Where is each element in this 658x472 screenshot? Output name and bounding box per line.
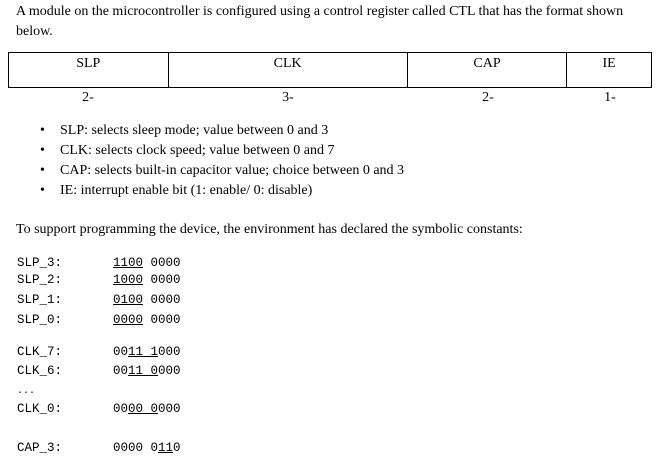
constant-value: 1100 0000 (113, 256, 181, 270)
constant-name: CAP_3: (17, 441, 63, 455)
list-item: • CLK: selects clock speed; value between 0 and 7 (30, 141, 404, 161)
bits-slp: 2- (82, 90, 94, 105)
constant-name: CLK_7: (17, 345, 63, 359)
constant-name: SLP_0: (17, 313, 63, 327)
bits-ie: 1- (604, 90, 616, 105)
list-item: • CAP: selects built-in capacitor value; choice between 0 and 3 (30, 161, 404, 181)
constant-name: CLK_6: (17, 364, 63, 378)
list-item: • SLP: selects sleep mode; value between 0 and 3 (30, 121, 404, 141)
constant-value: 0011 0000 (113, 364, 181, 378)
field-cap: CAP (408, 53, 568, 87)
constant-name: CLK_0: (17, 402, 63, 416)
support-paragraph: To support programming the device, the environment has declared the symbolic constants: (16, 222, 523, 237)
constant-value: 0000 0000 (113, 313, 181, 327)
bit-widths (8, 90, 652, 106)
intro-paragraph: A module on the microcontroller is configured using a control register called CTL that has the format shown below. (16, 4, 624, 39)
constant-value: 1000 0000 (113, 273, 181, 287)
constant-value: 0000 0000 (113, 402, 181, 416)
bullet-icon: • (40, 123, 45, 138)
constant-value: 0011 1000 (113, 345, 181, 359)
constant-name: SLP_1: (17, 293, 63, 307)
field-ie: IE (602, 56, 616, 71)
bullet-icon: • (40, 163, 45, 178)
field-slp: SLP (9, 53, 169, 87)
bullet-icon: • (40, 183, 45, 198)
constant-value: 0000 0110 (113, 441, 181, 455)
field-clk: CLK (169, 53, 408, 87)
bits-cap: 2- (482, 90, 494, 105)
constant-value: 0100 0000 (113, 293, 181, 307)
bullet-icon: • (40, 143, 45, 158)
register-diagram (8, 52, 652, 88)
ellipsis: ... (17, 386, 36, 397)
list-item: • IE: interrupt enable bit (1: enable/ 0: disable) (30, 181, 404, 201)
constant-name: SLP_3: (17, 256, 63, 270)
bits-clk: 3- (282, 90, 294, 105)
field-description-list (30, 121, 404, 201)
constant-name: SLP_2: (17, 273, 63, 287)
